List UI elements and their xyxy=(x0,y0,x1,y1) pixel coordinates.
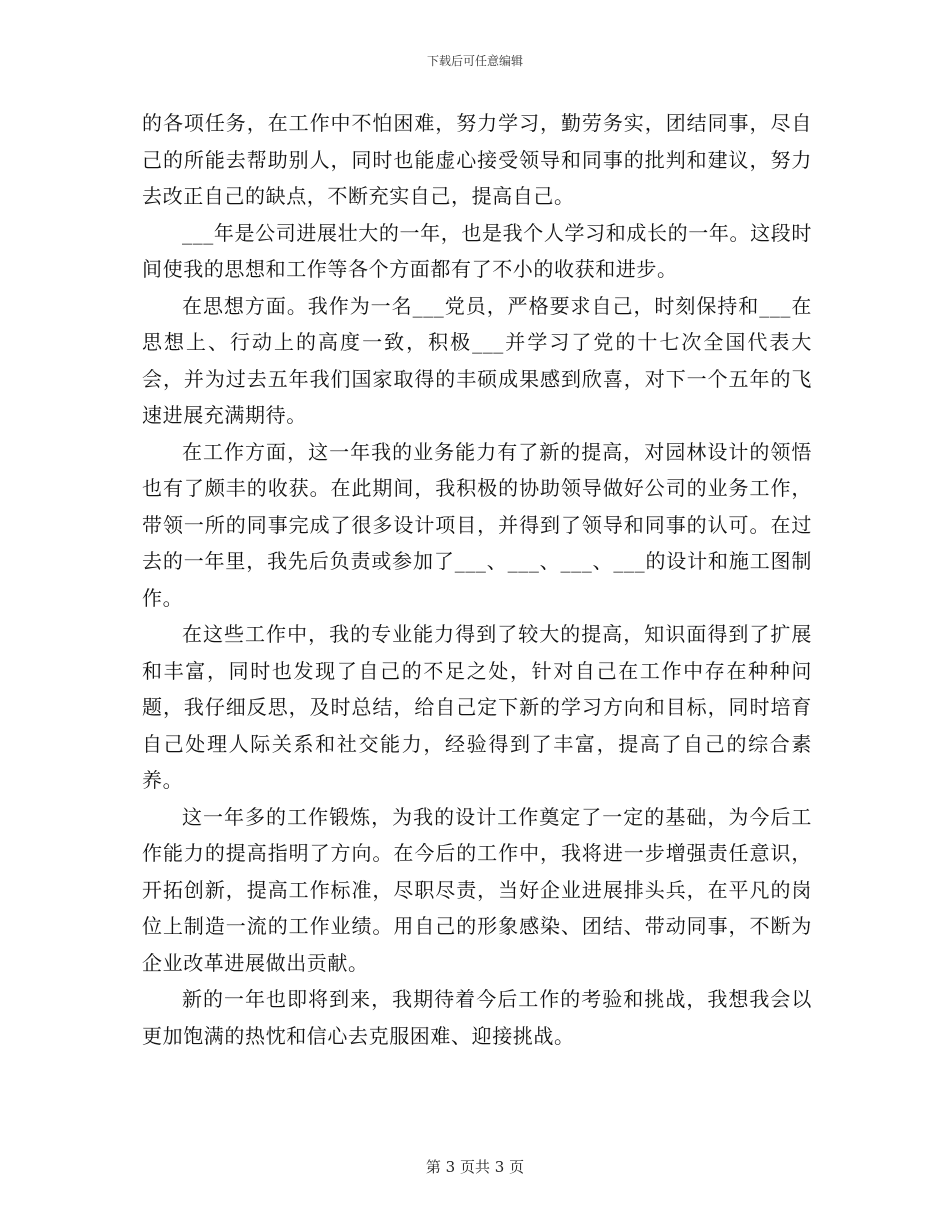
paragraph-2: ___年是公司进展壮大的一年，也是我个人学习和成长的一年。这段时间使我的思想和工作等各个方面都有了不小的收获和进步。 xyxy=(142,220,812,281)
paragraph-3: 在思想方面。我作为一名___党员，严格要求自己，时刻保持和___在思想上、行动上的高度一致，积极___并学习了党的十七次全国代表大会，并为过去五年我们国家取得的丰硕成果感到欣喜，对下一个五年的飞速进展充满期待。 xyxy=(142,293,812,427)
document-body xyxy=(142,105,812,1054)
page-header: 下载后可任意编辑 xyxy=(426,54,523,68)
paragraph-6: 这一年多的工作锻炼，为我的设计工作奠定了一定的基础，为今后工作能力的提高指明了方向。在今后的工作中，我将进一步增强责任意识，开拓创新，提高工作标准，尽职尽责，当好企业进展排头兵，在平凡的岗位上制造一流的工作业绩。用自己的形象感染、团结、带动同事，不断为企业改革进展做出贡献。 xyxy=(142,804,812,975)
paragraph-5: 在这些工作中，我的专业能力得到了较大的提高，知识面得到了扩展和丰富，同时也发现了自己的不足之处，针对自己在工作中存在种种问题，我仔细反思，及时总结，给自己定下新的学习方向和目标，同时培育自己处理人际关系和社交能力，经验得到了丰富，提高了自己的综合素养。 xyxy=(142,622,812,792)
paragraph-4: 在工作方面，这一年我的业务能力有了新的提高，对园林设计的领悟也有了颇丰的收获。在此期间，我积极的协助领导做好公司的业务工作，带领一所的同事完成了很多设计项目，并得到了领导和同事的认可。在过去的一年里，我先后负责或参加了___、___、___、___的设计和施工图制作。 xyxy=(142,439,812,610)
paragraph-7: 新的一年也即将到来，我期待着今后工作的考验和挑战，我想我会以更加饱满的热忱和信心去克服困难、迎接挑战。 xyxy=(142,987,812,1048)
page-number-footer: 第 3 页共 3 页 xyxy=(425,1158,525,1176)
paragraph-1: 的各项任务，在工作中不怕困难，努力学习，勤劳务实，团结同事，尽自己的所能去帮助别人，同时也能虚心接受领导和同事的批判和建议，努力去改正自己的缺点，不断充实自己，提高自己。 xyxy=(142,111,812,208)
